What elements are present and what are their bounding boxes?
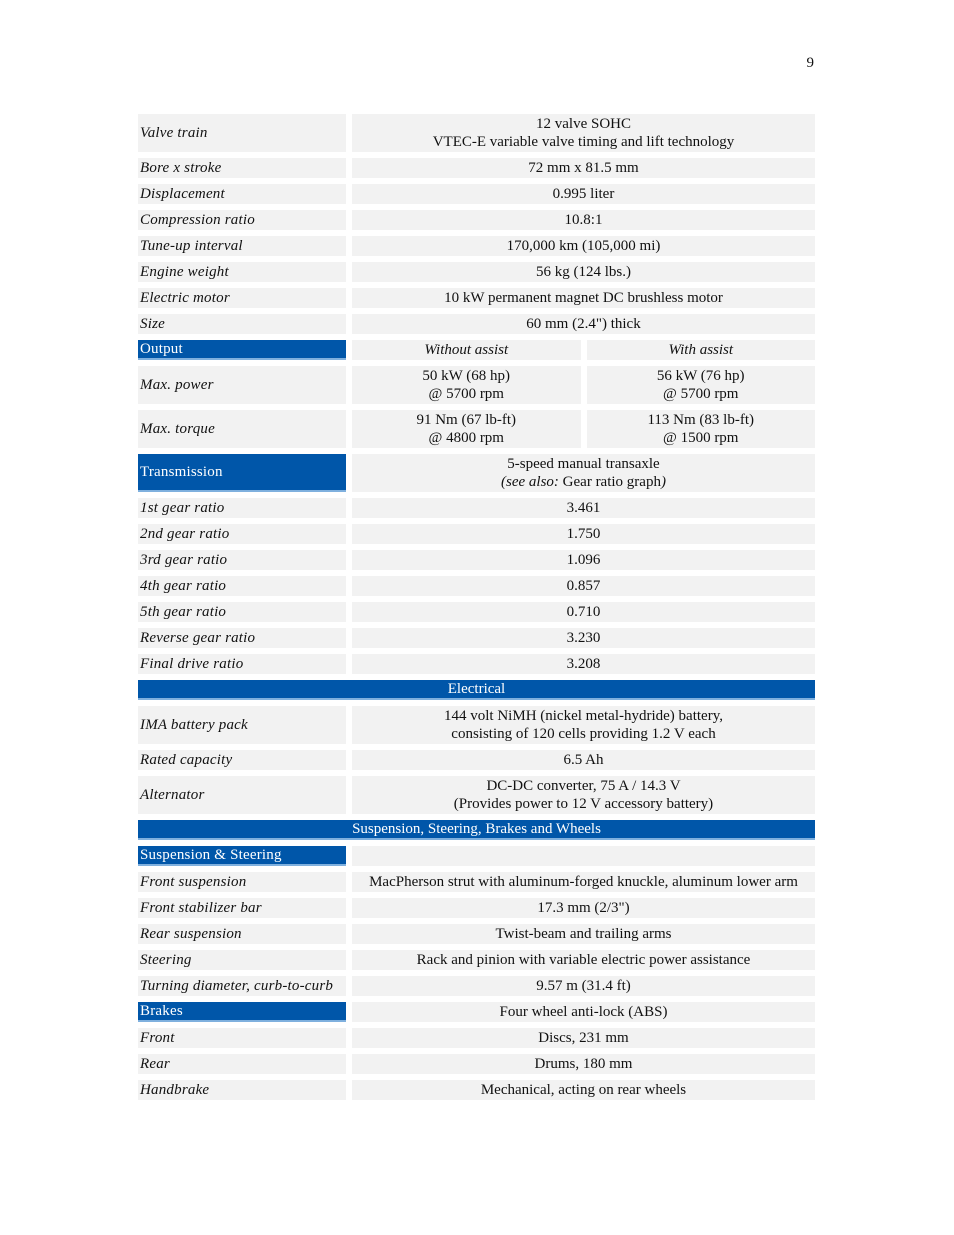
row-label: Engine weight [138, 262, 346, 282]
row-value: 0.710 [352, 602, 815, 622]
spec-row-engine-weight [138, 262, 815, 282]
spec-row-handbrake [138, 1080, 815, 1100]
row-value: Drums, 180 mm [352, 1054, 815, 1074]
spec-row-brake-rear [138, 1054, 815, 1074]
row-value [352, 454, 815, 492]
row-label: Max. power [138, 366, 346, 404]
spec-row-gear-5 [138, 602, 815, 622]
value-line: @ 4800 rpm [428, 430, 504, 446]
value-with-assist [587, 410, 816, 448]
spec-row-brake-front [138, 1028, 815, 1048]
value-line: 144 volt NiMH (nickel metal-hydride) battery, [444, 708, 723, 724]
row-label: Compression ratio [138, 210, 346, 230]
row-value [352, 366, 815, 404]
row-label: Handbrake [138, 1080, 346, 1100]
spec-row-bore-stroke [138, 158, 815, 178]
spec-row-max-power [138, 366, 815, 404]
row-value: 170,000 km (105,000 mi) [352, 236, 815, 256]
value-line: 5-speed manual transaxle [507, 456, 660, 472]
row-value [352, 410, 815, 448]
spec-row-max-torque [138, 410, 815, 448]
spec-row-gear-4 [138, 576, 815, 596]
row-value: 60 mm (2.4") thick [352, 314, 815, 334]
output-header-row [138, 340, 815, 360]
col-without-assist: Without assist [352, 340, 581, 360]
value-line: DC-DC converter, 75 A / 14.3 V [486, 778, 681, 794]
value-without-assist [352, 410, 581, 448]
spec-row-rear-suspension [138, 924, 815, 944]
row-label: Bore x stroke [138, 158, 346, 178]
row-value: 1.750 [352, 524, 815, 544]
spec-row-valve-train [138, 114, 815, 152]
value-line: @ 5700 rpm [663, 386, 739, 402]
gear-ratio-graph-link[interactable]: Gear ratio graph [562, 474, 661, 490]
row-value: 56 kg (124 lbs.) [352, 262, 815, 282]
row-label: Turning diameter, curb-to-curb [138, 976, 346, 996]
row-label: Rear suspension [138, 924, 346, 944]
see-also-prefix: (see also: [501, 474, 563, 490]
value-line: 12 valve SOHC [536, 116, 631, 132]
value-line: @ 5700 rpm [428, 386, 504, 402]
spec-row-gear-2 [138, 524, 815, 544]
spec-row-ima-battery [138, 706, 815, 744]
row-label: 5th gear ratio [138, 602, 346, 622]
value-line: 91 Nm (67 lb-ft) [416, 412, 517, 428]
spec-row-final-drive [138, 654, 815, 674]
row-label: Front suspension [138, 872, 346, 892]
spec-row-rated-capacity [138, 750, 815, 770]
value-line: (Provides power to 12 V accessory battery) [453, 796, 714, 812]
row-value: 6.5 Ah [352, 750, 815, 770]
value-line: VTEC-E variable valve timing and lift technology [432, 134, 735, 150]
row-value: 10.8:1 [352, 210, 815, 230]
spec-row-gear-1 [138, 498, 815, 518]
row-label: 4th gear ratio [138, 576, 346, 596]
row-value: 17.3 mm (2/3") [352, 898, 815, 918]
spec-row-size [138, 314, 815, 334]
row-value: 72 mm x 81.5 mm [352, 158, 815, 178]
transmission-header: Transmission [138, 454, 346, 492]
value-without-assist [352, 366, 581, 404]
page-number: 9 [806, 55, 814, 71]
output-header: Output [138, 340, 346, 360]
spec-table [138, 114, 815, 1106]
row-label: Electric motor [138, 288, 346, 308]
row-value [352, 114, 815, 152]
row-value: 0.995 liter [352, 184, 815, 204]
spec-row-alternator [138, 776, 815, 814]
spec-row-front-suspension [138, 872, 815, 892]
row-label: 2nd gear ratio [138, 524, 346, 544]
col-with-assist: With assist [587, 340, 816, 360]
row-label: Rear [138, 1054, 346, 1074]
value-with-assist [587, 366, 816, 404]
suspension-steering-header: Suspension & Steering [138, 846, 346, 866]
row-label: Steering [138, 950, 346, 970]
row-label: Displacement [138, 184, 346, 204]
row-value-empty [352, 846, 815, 866]
row-value: Four wheel anti-lock (ABS) [352, 1002, 815, 1022]
spec-row-steering [138, 950, 815, 970]
spec-row-electric-motor [138, 288, 815, 308]
value-line: @ 1500 rpm [663, 430, 739, 446]
see-also-line [501, 473, 666, 491]
see-also-suffix: ) [660, 474, 666, 490]
row-label: 1st gear ratio [138, 498, 346, 518]
section-header-suspension: Suspension, Steering, Brakes and Wheels [138, 820, 815, 840]
value-line: consisting of 120 cells providing 1.2 V each [451, 726, 716, 742]
brakes-header: Brakes [138, 1002, 346, 1022]
row-value: Twist-beam and trailing arms [352, 924, 815, 944]
row-label: 3rd gear ratio [138, 550, 346, 570]
row-label: Tune-up interval [138, 236, 346, 256]
suspension-steering-header-row [138, 846, 815, 866]
spec-row-tune-up [138, 236, 815, 256]
row-label: Front [138, 1028, 346, 1048]
spec-row-displacement [138, 184, 815, 204]
row-value: MacPherson strut with aluminum-forged knuckle, aluminum lower arm [352, 872, 815, 892]
row-label: Size [138, 314, 346, 334]
spec-row-turning-diameter [138, 976, 815, 996]
row-label: Alternator [138, 776, 346, 814]
row-value: 3.208 [352, 654, 815, 674]
transmission-row [138, 454, 815, 492]
row-value: Discs, 231 mm [352, 1028, 815, 1048]
row-label: Rated capacity [138, 750, 346, 770]
spec-row-gear-3 [138, 550, 815, 570]
row-value: 1.096 [352, 550, 815, 570]
row-value: 10 kW permanent magnet DC brushless motor [352, 288, 815, 308]
row-value: 0.857 [352, 576, 815, 596]
row-label: Valve train [138, 114, 346, 152]
row-label: IMA battery pack [138, 706, 346, 744]
row-value: Rack and pinion with variable electric power assistance [352, 950, 815, 970]
row-value: 3.461 [352, 498, 815, 518]
brakes-header-row [138, 1002, 815, 1022]
spec-row-gear-reverse [138, 628, 815, 648]
row-value [352, 776, 815, 814]
value-line: 56 kW (76 hp) [656, 368, 745, 384]
row-label: Max. torque [138, 410, 346, 448]
row-value: 9.57 m (31.4 ft) [352, 976, 815, 996]
section-header-electrical: Electrical [138, 680, 815, 700]
row-label: Reverse gear ratio [138, 628, 346, 648]
output-columns [352, 340, 815, 360]
spec-row-front-stabilizer [138, 898, 815, 918]
value-line: 50 kW (68 hp) [422, 368, 511, 384]
row-value [352, 706, 815, 744]
row-value: Mechanical, acting on rear wheels [352, 1080, 815, 1100]
spec-row-compression [138, 210, 815, 230]
value-line: 113 Nm (83 lb-ft) [647, 412, 754, 428]
row-value: 3.230 [352, 628, 815, 648]
row-label: Front stabilizer bar [138, 898, 346, 918]
row-label: Final drive ratio [138, 654, 346, 674]
